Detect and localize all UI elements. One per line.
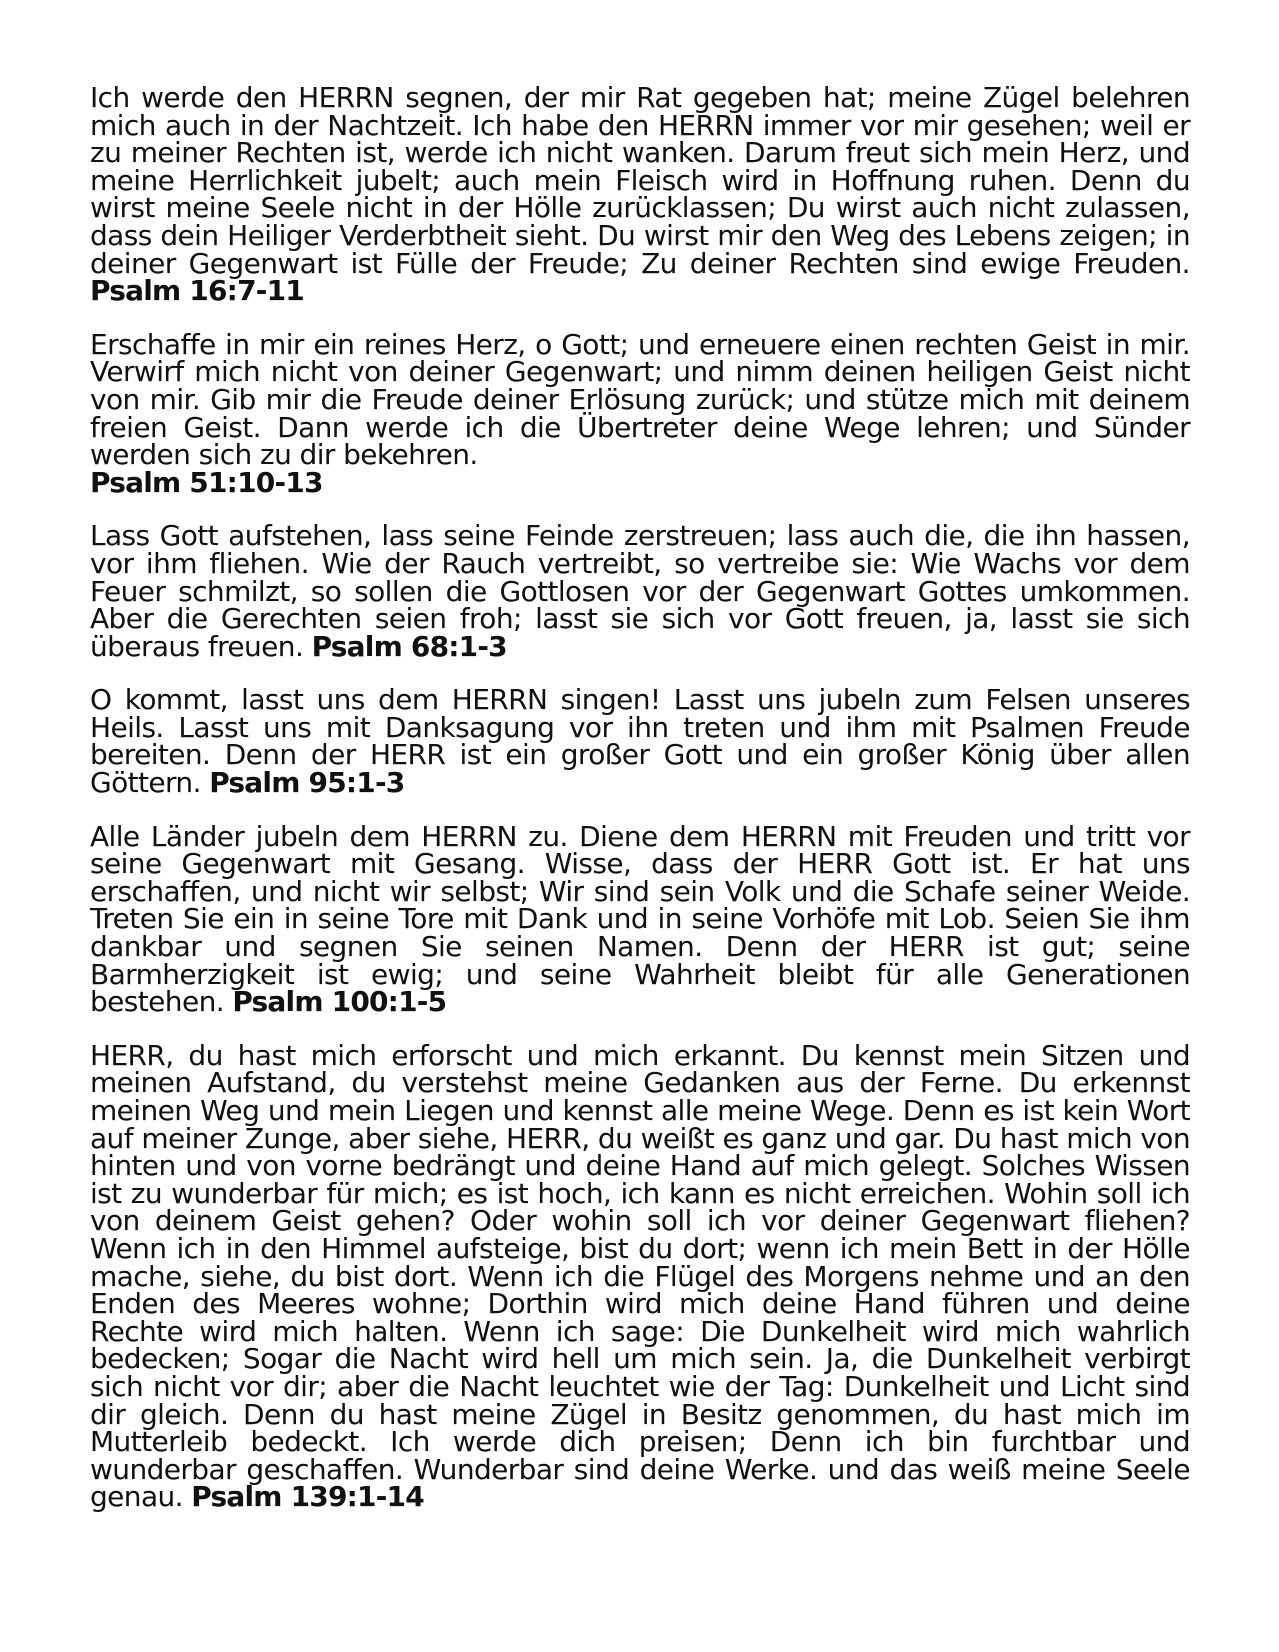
passage-text: O kommt, lasst uns dem HERRN singen! Lasst uns jubeln zum Felsen unseres Heils. Lasst uns mit Danksagung vor ihn treten und ihm mit Psalmen Freude bereiten. Denn der HERR ist ein großer Gott und ein großer König über allen Göttern. [90, 683, 1190, 800]
document-page [90, 81, 1190, 1537]
psalm-passage-95 [90, 683, 1190, 800]
passage-reference: Psalm 16:7-11 [90, 274, 304, 308]
passage-text: Erschaffe in mir ein reines Herz, o Gott; und erneuere einen rechten Geist in mir. Verwirf mich nicht von deiner Gegenwart; und nimm deinen heiligen Geist nicht von mir. Gib mir die Freude deiner Erlösung zurück; und stütze mich mit deinem freien Geist. Dann werde ich die Übertreter deine Wege lehren; und Sünder werden sich zu dir bekehren. [90, 327, 1190, 472]
passage-reference: Psalm 51:10-13 [90, 465, 323, 499]
passage-text: HERR, du hast mich erforscht und mich erkannt. Du kennst mein Sitzen und meinen Aufstand, du verstehst meine Gedanken aus der Ferne. Du erkennst meinen Weg und mein Liegen und kennst alle meine Wege. Denn es ist kein Wort auf meiner Zunge, aber siehe, HERR, du weißt es ganz und gar. Du hast mich von hinten und von vorne bedrängt und deine Hand auf mich gelegt. Solches Wissen ist zu wunderbar für mich; es ist hoch, ich kann es nicht erreichen. Wohin soll ich von deinem Geist gehen? Oder wohin soll ich vor deiner Gegenwart fliehen? Wenn ich in den Himmel aufsteige, bist du dort; wenn ich mein Bett in der Hölle mache, siehe, du bist dort. Wenn ich die Flügel des Morgens nehme und an den Enden des Meeres wohne; Dorthin wird mich deine Hand führen und deine Rechte wird mich halten. Wenn ich sage: Die Dunkelheit wird mich wahrlich bedecken; Sogar die Nacht wird hell um mich sein. Ja, die Dunkelheit verbirgt sich nicht vor dir; aber die Nacht leuchtet wie der Tag: Dunkelheit und Licht sind dir gleich. Denn du hast meine Zügel in Besitz genommen, du hast mich im Mutterleib bedeckt. Ich werde dich preisen; Denn ich bin furchtbar und wunderbar geschaffen. Wunderbar sind deine Werke. und das weiß meine Seele genau. [90, 1038, 1190, 1514]
psalm-passage-139 [90, 1038, 1190, 1514]
passage-reference: Psalm 139:1-14 [191, 1480, 424, 1514]
passage-text: Lass Gott aufstehen, lass seine Feinde zerstreuen; lass auch die, die ihn hassen, vor ihm fliehen. Wie der Rauch vertreibt, so vertreibe sie: Wie Wachs vor dem Feuer schmilzt, so sollen die Gottlosen vor der Gegenwart Gottes umkommen. Aber die Gerechten seien froh; lasst sie sich vor Gott freuen, ja, lasst sie sich überaus freuen. [90, 519, 1190, 663]
psalm-passage-68 [90, 519, 1190, 663]
passage-reference: Psalm 100:1-5 [232, 985, 447, 1019]
passage-text: Alle Länder jubeln dem HERRN zu. Diene dem HERRN mit Freuden und tritt vor seine Gegenwart mit Gesang. Wisse, dass der HERR Gott ist. Er hat uns erschaffen, und nicht wir selbst; Wir sind sein Volk und die Schafe seiner Weide. Treten Sie ein in seine Tore mit Dank und in seine Vorhöfe mit Lob. Seien Sie ihm dankbar und segnen Sie seinen Namen. Denn der HERR ist gut; seine Barmherzigkeit ist ewig; und seine Wahrheit bleibt für alle Generationen bestehen. [90, 819, 1190, 1019]
psalm-passage-51 [90, 327, 1190, 499]
psalm-passage-16 [90, 81, 1190, 308]
psalm-passage-100 [90, 819, 1190, 1019]
passage-reference: Psalm 95:1-3 [209, 766, 405, 800]
passage-text: Ich werde den HERRN segnen, der mir Rat gegeben hat; meine Zügel belehren mich auch in der Nachtzeit. Ich habe den HERRN immer vor mir gesehen; weil er zu meiner Rechten ist, werde ich nicht wanken. Darum freut sich mein Herz, und meine Herrlichkeit jubelt; auch mein Fleisch wird in Hoffnung ruhen. Denn du wirst meine Seele nicht in der Hölle zurücklassen; Du wirst auch nicht zulassen, dass dein Heiliger Verderbtheit sieht. Du wirst mir den Weg des Lebens zeigen; in deiner Gegenwart ist Fülle der Freude; Zu deiner Rechten sind ewige Freuden. [90, 81, 1190, 280]
passage-reference: Psalm 68:1-3 [311, 629, 507, 663]
